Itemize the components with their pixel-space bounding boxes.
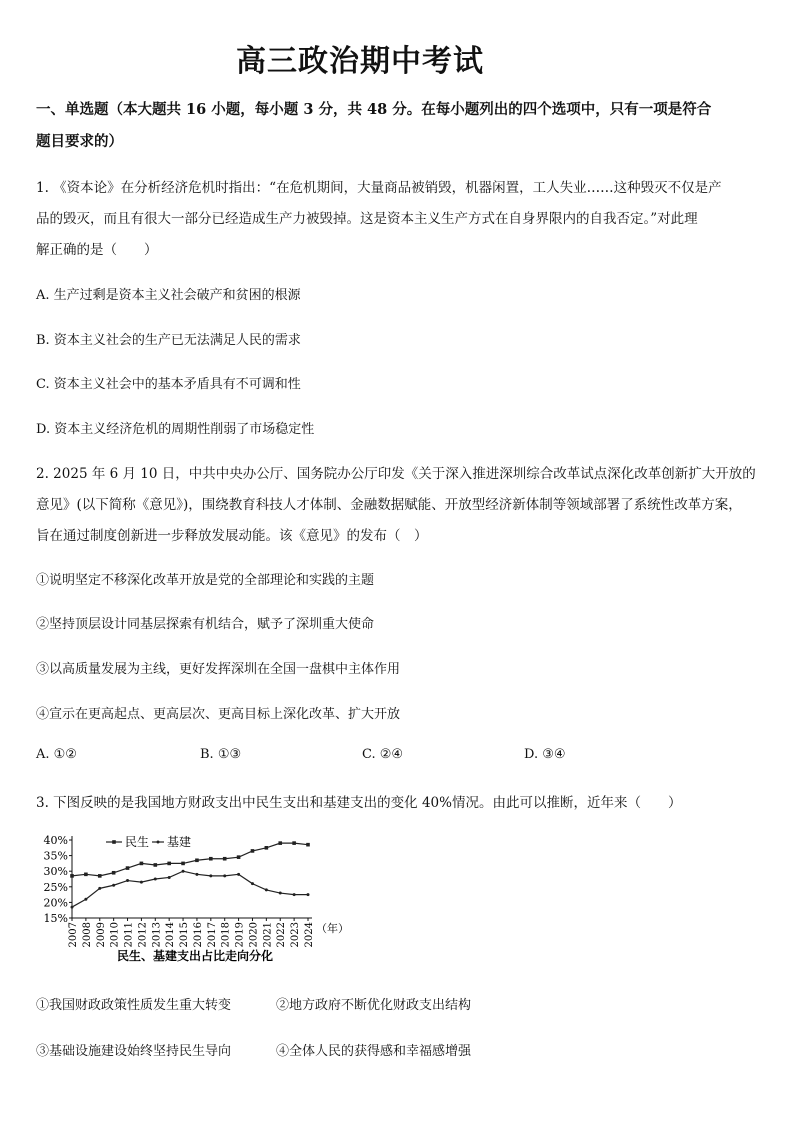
chart-x-tick-label: 2011	[123, 922, 135, 948]
q1-option-b: B. 资本主义社会的生产已无法满足人民的需求	[36, 333, 301, 348]
chart-x-tick-label: 2007	[68, 922, 79, 948]
chart-point-民生	[70, 874, 74, 878]
legend-marker-基建	[157, 841, 160, 844]
q2-item-3: ③以高质量发展为主线，更好发挥深圳在全国一盘棋中主体作用	[36, 662, 401, 677]
chart-x-tick-label: 2008	[81, 922, 93, 948]
chart-y-tick-label: 40%	[43, 834, 68, 847]
chart-point-民生	[167, 862, 171, 866]
spending-ratio-line-chart	[36, 826, 366, 966]
chart-x-tick-label: 2021	[262, 922, 274, 948]
chart-point-民生	[209, 857, 213, 861]
chart-point-民生	[112, 871, 116, 875]
chart-point-基建	[140, 881, 143, 884]
chart-point-民生	[306, 843, 310, 847]
legend-marker-民生	[112, 840, 116, 844]
chart-point-民生	[265, 846, 269, 850]
chart-series-line-基建	[72, 871, 308, 907]
chart-y-tick-label: 30%	[43, 865, 68, 879]
chart-point-民生	[251, 849, 255, 853]
chart-x-tick-label: 2010	[109, 922, 121, 948]
chart-x-tick-label: 2012	[137, 922, 149, 948]
chart-point-基建	[126, 879, 129, 882]
chart-point-基建	[209, 874, 212, 877]
chart-x-tick-label: 2017	[206, 922, 218, 948]
chart-y-tick-label: 25%	[43, 880, 68, 894]
chart-x-axis-label: （年）	[316, 922, 349, 935]
chart-point-基建	[223, 874, 226, 877]
q2-item-4: ④宣示在更高起点、更高层次、更高目标上深化改革、扩大开放	[36, 707, 401, 722]
chart-point-民生	[223, 857, 227, 861]
chart-point-民生	[292, 841, 296, 845]
q1-stem-line3: 解正确的是（ ）	[36, 242, 158, 258]
chart-point-民生	[181, 862, 185, 866]
chart-point-基建	[195, 873, 198, 876]
q2-stem-line1: 2. 2025 年 6 月 10 日，中共中央办公厅、国务院办公厅印发《关于深入推进深圳综合改革试点深化改革创新扩大开放的	[36, 466, 756, 482]
chart-y-tick-label: 20%	[43, 896, 68, 910]
section-heading-line1: 一、单选题（本大题共 16 小题，每小题 3 分，共 48 分。在每小题列出的四个选项中，只有一项是符合	[36, 101, 712, 118]
legend-label-民生: 民生	[125, 835, 150, 849]
chart-point-基建	[168, 876, 171, 879]
q2-stem-line2: 意见》(以下简称《意见》)，围绕教育科技人才体制、金融数据赋能、开放型经济新体制等领域部署了系统性改革方案，	[36, 497, 742, 513]
chart-point-基建	[112, 884, 115, 887]
chart-point-民生	[153, 863, 157, 867]
chart-x-tick-label: 2020	[248, 922, 260, 948]
q3-item-3: ③基础设施建设始终坚持民生导向	[36, 1044, 232, 1059]
q1-option-a: A. 生产过剩是资本主义社会破产和贫困的根源	[36, 288, 301, 303]
chart-point-基建	[71, 906, 74, 909]
q3-stem-line1: 3. 下图反映的是我国地方财政支出中民生支出和基建支出的变化 40%情况。由此可以推断，近年来（ ）	[36, 795, 682, 811]
chart-y-tick-label: 15%	[43, 912, 68, 925]
q3-item-4: ④全体人民的获得感和幸福感增强	[276, 1044, 472, 1059]
q2-stem-line3: 旨在通过制度创新进一步释放发展动能。该《意见》的发布（ ）	[36, 528, 428, 544]
chart-point-基建	[251, 882, 254, 885]
chart-y-tick-label: 35%	[43, 849, 68, 863]
chart-x-tick-label: 2016	[192, 922, 204, 948]
q2-item-1: ①说明坚定不移深化改革开放是党的全部理论和实践的主题	[36, 573, 375, 588]
chart-point-民生	[98, 874, 102, 878]
q1-stem-line2: 品的毁灭，而且有很大一部分已经造成生产力被毁掉。这是资本主义生产方式在自身界限内的自我否定。”对此理	[36, 211, 698, 227]
q3-item-1: ①我国财政政策性质发生重大转变	[36, 998, 232, 1013]
chart-point-基建	[265, 888, 268, 891]
chart-point-基建	[307, 893, 310, 896]
chart-point-民生	[237, 855, 241, 859]
chart-point-民生	[84, 873, 88, 877]
chart-x-tick-label: 2024	[304, 922, 315, 948]
chart-point-民生	[195, 858, 199, 862]
q2-item-2: ②坚持顶层设计同基层探索有机结合，赋予了深圳重大使命	[36, 617, 375, 632]
chart-point-基建	[154, 878, 157, 881]
q2-choice-b: B. ①③	[200, 747, 242, 762]
chart-x-tick-label: 2014	[165, 922, 177, 948]
chart-title: 民生、基建支出占比走向分化	[116, 949, 274, 963]
chart-x-tick-label: 2022	[276, 922, 288, 948]
chart-point-基建	[279, 892, 282, 895]
chart-point-基建	[98, 887, 101, 890]
chart-point-基建	[84, 898, 87, 901]
chart-point-基建	[237, 873, 240, 876]
q1-stem-line1: 1. 《资本论》在分析经济危机时指出：“在危机期间，大量商品被销毁，机器闲置，工人失业……这种毁灭不仅是产	[36, 180, 722, 196]
chart-x-tick-label: 2023	[290, 922, 302, 948]
chart-point-民生	[278, 841, 282, 845]
chart-point-民生	[140, 862, 144, 866]
q2-choice-d: D. ③④	[524, 747, 566, 762]
q2-choice-c: C. ②④	[362, 747, 404, 762]
q1-option-d: D. 资本主义经济危机的周期性削弱了市场稳定性	[36, 422, 315, 437]
q3-item-2: ②地方政府不断优化财政支出结构	[276, 998, 472, 1013]
chart-x-tick-label: 2018	[220, 922, 232, 948]
chart-x-tick-label: 2019	[234, 922, 246, 948]
section-heading-line2: 题目要求的）	[36, 133, 123, 150]
page-title: 高三政治期中考试	[236, 44, 484, 79]
q2-choice-a: A. ①②	[36, 747, 77, 762]
chart-x-tick-label: 2015	[179, 922, 191, 948]
chart-point-基建	[182, 870, 185, 873]
chart-x-tick-label: 2009	[95, 922, 107, 948]
chart-x-tick-label: 2013	[151, 922, 163, 948]
legend-label-基建: 基建	[167, 835, 192, 849]
chart-point-基建	[293, 893, 296, 896]
q1-option-c: C. 资本主义社会中的基本矛盾具有不可调和性	[36, 377, 301, 392]
chart-point-民生	[126, 866, 130, 870]
